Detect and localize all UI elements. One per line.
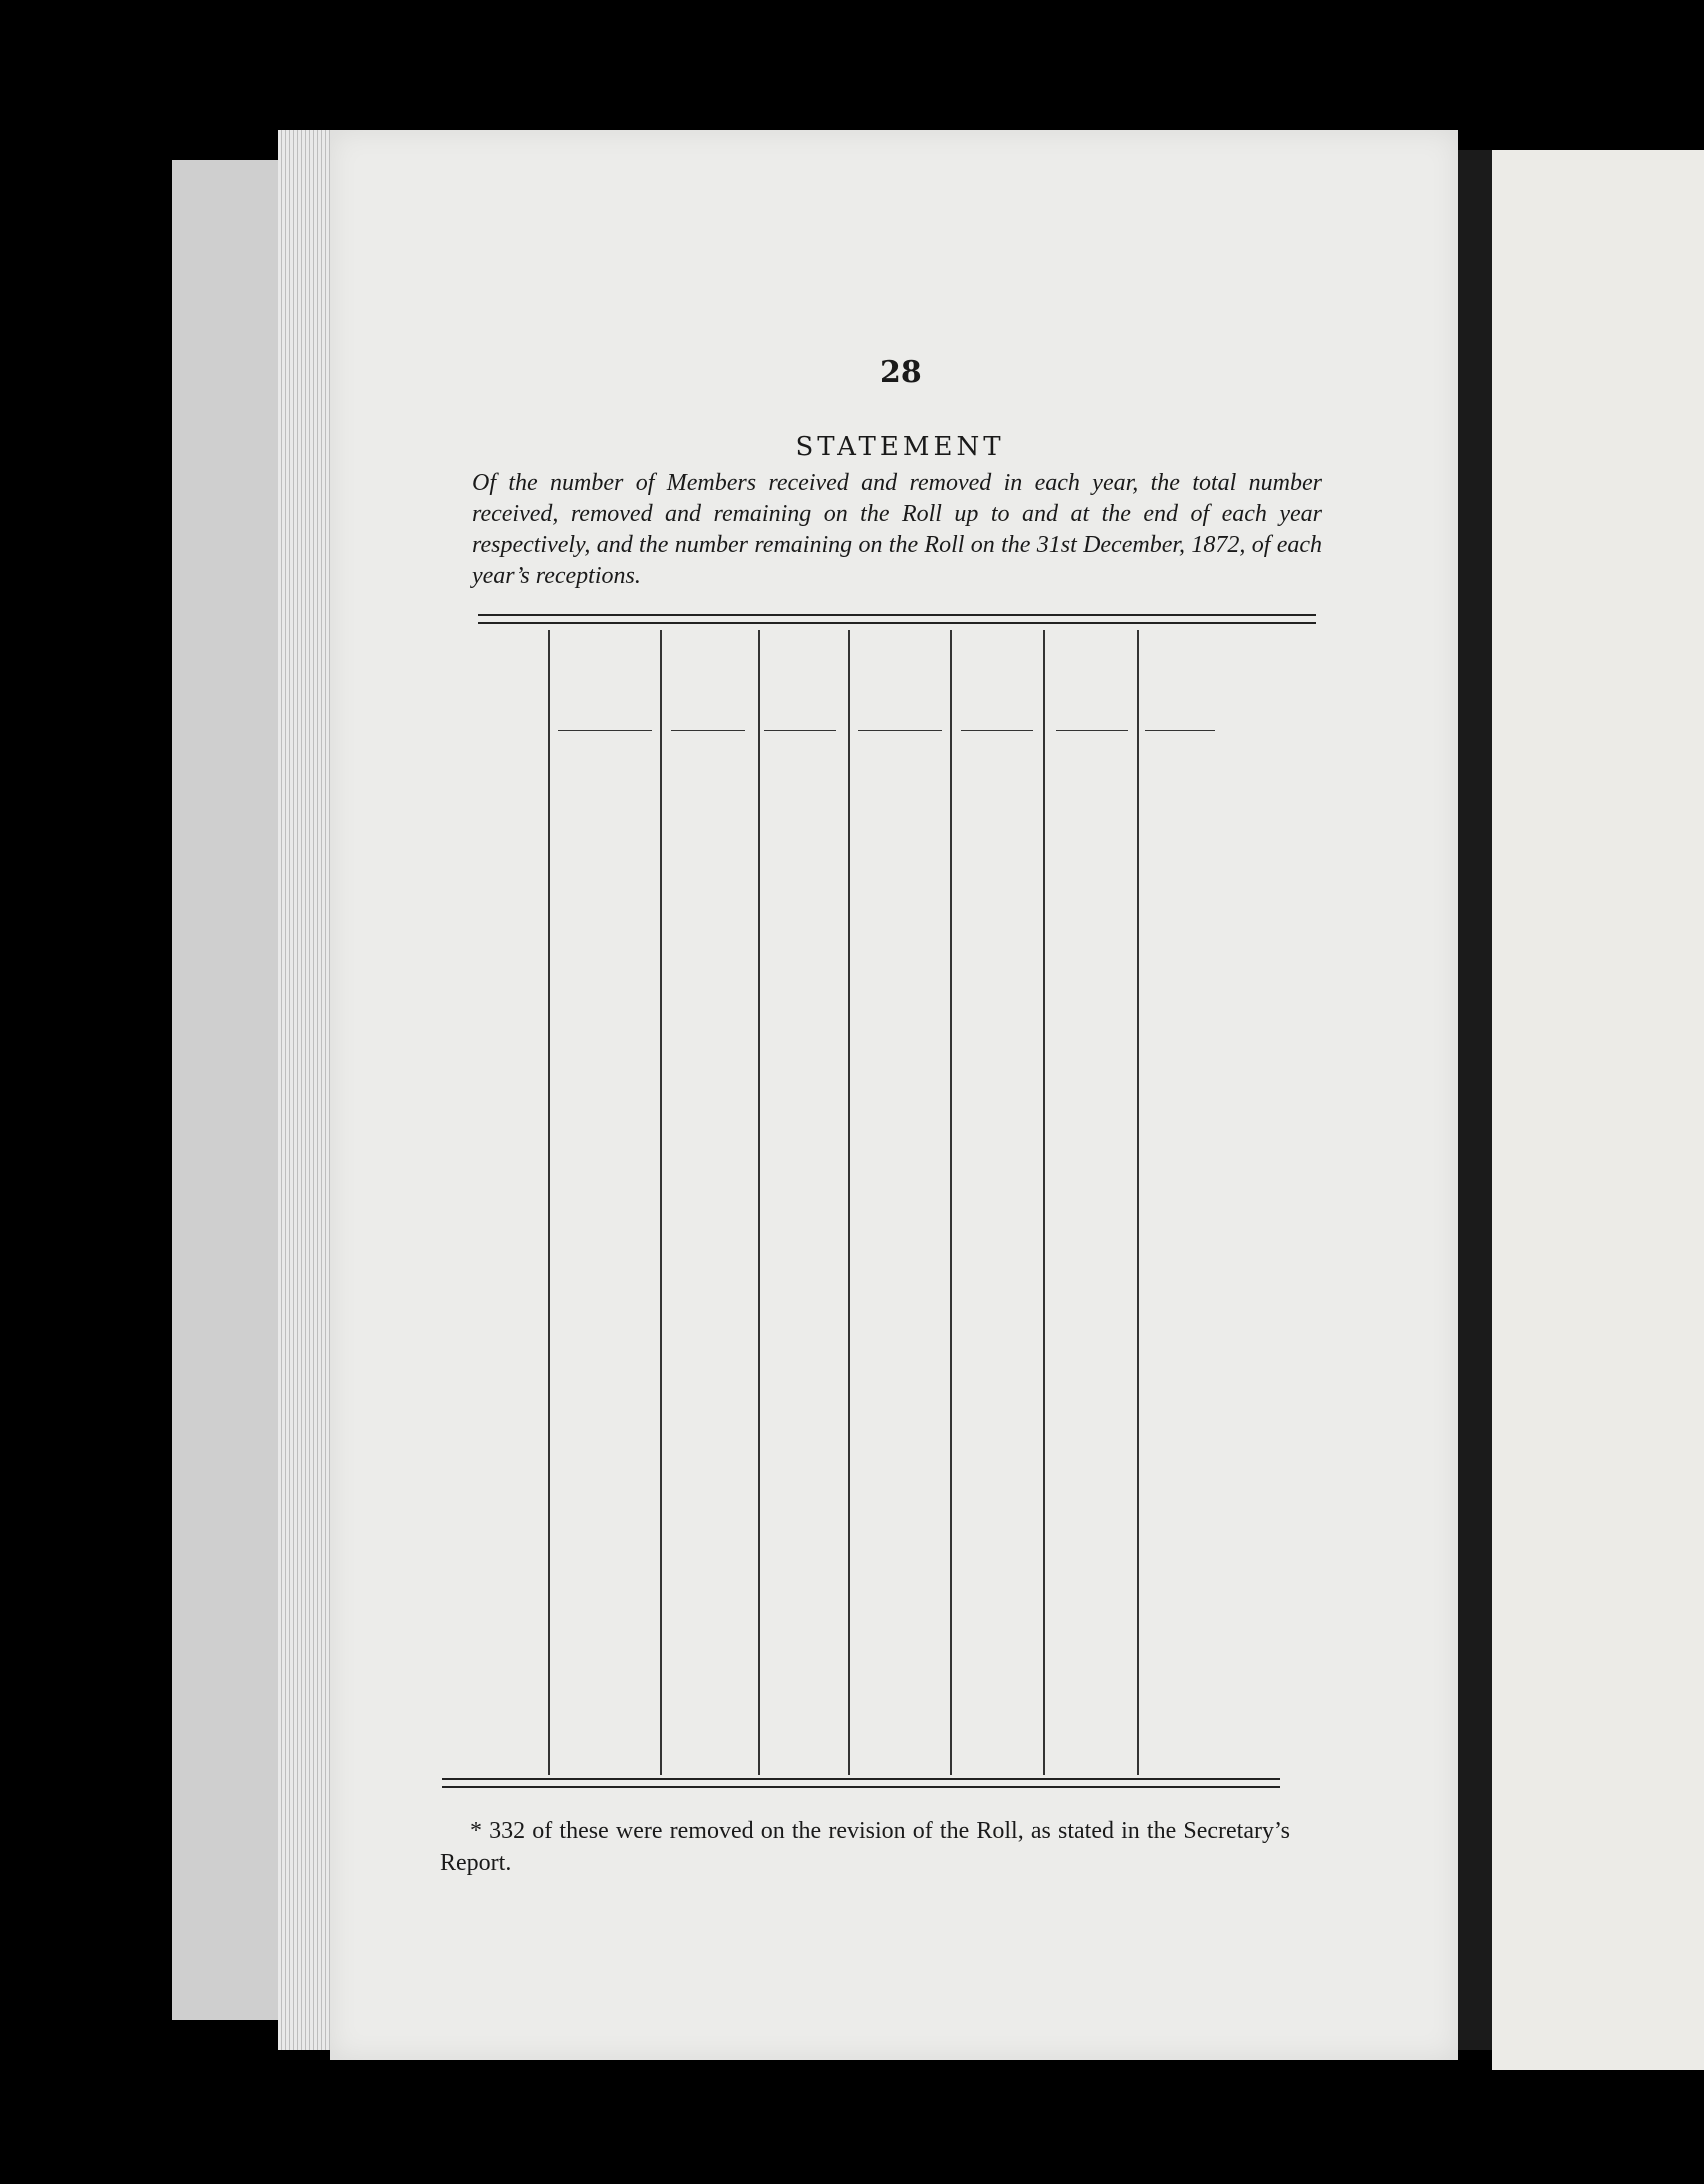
statement-heading: STATEMENT [795, 432, 1005, 462]
header-underline [764, 730, 836, 731]
column-divider [848, 630, 850, 1775]
column-divider [660, 630, 662, 1775]
table-bottom-rule [442, 1778, 1280, 1780]
header-underline [858, 730, 942, 731]
table-bottom-rule-2 [442, 1786, 1280, 1788]
header-underline [961, 730, 1033, 731]
column-divider [950, 630, 952, 1775]
right-page [1492, 150, 1704, 2070]
table-top-rule [478, 614, 1316, 616]
header-underline [558, 730, 652, 731]
column-divider [758, 630, 760, 1775]
left-page [330, 130, 1458, 2060]
column-divider [1137, 630, 1139, 1775]
page-number: 28 [880, 355, 922, 390]
column-divider [1043, 630, 1045, 1775]
header-underline [1056, 730, 1128, 731]
header-underline [1145, 730, 1215, 731]
header-underline [671, 730, 745, 731]
footnote: * 332 of these were removed on the revision of the Roll, as stated in the Secretary’s Report. [440, 1818, 1290, 1876]
page-edges [278, 130, 338, 2050]
table-top-rule-2 [478, 622, 1316, 624]
statement-subtitle: Of the number of Members received and removed in each year, the total number received, removed and remaining on the Roll up to and at the end of each year respectively, and the number remaining on the Roll on the 31st December, 1872, of each year’s receptions. [472, 470, 1322, 589]
column-divider [548, 630, 550, 1775]
book-gutter [1458, 150, 1492, 2050]
